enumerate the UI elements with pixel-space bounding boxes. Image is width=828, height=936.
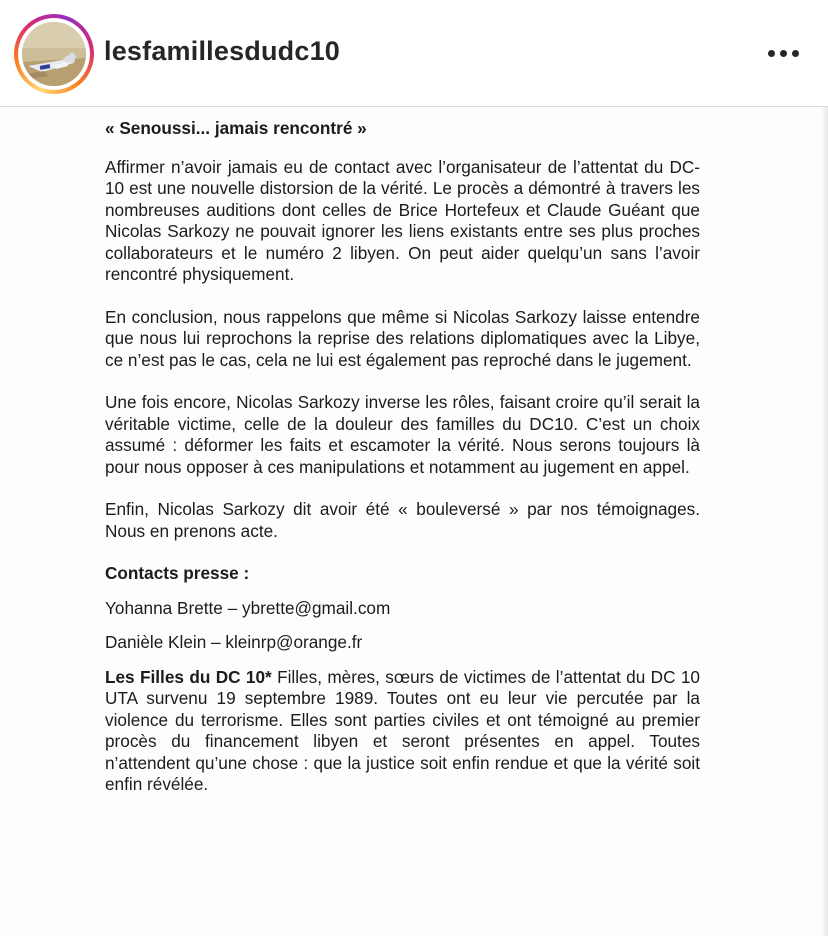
post-edge-shadow: [822, 107, 828, 936]
more-dot: [768, 50, 775, 57]
post-header: [0, 0, 828, 107]
avatar[interactable]: [22, 22, 86, 86]
association-note: [105, 667, 700, 796]
section-heading: « Senoussi... jamais rencontré »: [105, 118, 367, 138]
story-ring[interactable]: [14, 14, 94, 94]
paragraph-temoignages: Enfin, Nicolas Sarkozy dit avoir été « bouleversé » par nos témoignages. Nous en prenons acte.: [105, 499, 700, 541]
contact-klein: Danièle Klein – kleinrp@orange.fr: [105, 632, 363, 652]
paragraph-roles: Une fois encore, Nicolas Sarkozy inverse les rôles, faisant croire qu’il serait la véritable victime, celle de la douleur des familles du DC10. C’est un choix assumé : déformer les faits et escamoter la vérité. Nous serons toujours là pour nous opposer à ces manipulations et notamment au jugement en appel.: [105, 392, 700, 477]
press-release-document: [105, 118, 700, 796]
association-description: Filles, mères, sœurs de victimes de l’attentat du DC 10 UTA survenu 19 septembre 1989. Toutes ont eu leur vie percutée par la violence du terrorisme. Elles sont parties civiles et ont témoigné au premier procès du financement libyen et seront présentes en appel. Toutes n’attendent qu’une chose : que la justice soit enfin rendue et que la vérité soit enfin révélée.: [105, 666, 700, 794]
more-dot: [780, 50, 787, 57]
paragraph-senoussi: Affirmer n’avoir jamais eu de contact avec l’organisateur de l’attentat du DC-10 est une nouvelle distorsion de la vérité. Le procès a démontré à travers les nombreuses auditions dont celles de Brice Hortefeux et Claude Guéant que Nicolas Sarkozy ne pouvait ignorer les liens existants entre ses plus proches collaborateurs et le numéro 2 libyen. On peut aider quelqu’un sans l’avoir rencontré physiquement.: [105, 156, 700, 284]
more-options-icon[interactable]: [760, 38, 806, 68]
username-link[interactable]: lesfamillesdudc10: [104, 36, 341, 66]
contacts-heading: Contacts presse :: [105, 563, 250, 583]
paragraph-conclusion: En conclusion, nous rappelons que même si Nicolas Sarkozy laisse entendre que nous lui reprochons la reprise des relations diplomatiques avec la Libye, ce n’est pas le cas, cela ne lui est également pas reproché dans le jugement.: [105, 306, 700, 370]
airplane-wreck-icon: [22, 22, 86, 86]
contact-brette: Yohanna Brette – ybrette@gmail.com: [105, 597, 391, 618]
more-dot: [792, 50, 799, 57]
association-name: Les Filles du DC 10*: [105, 666, 272, 687]
